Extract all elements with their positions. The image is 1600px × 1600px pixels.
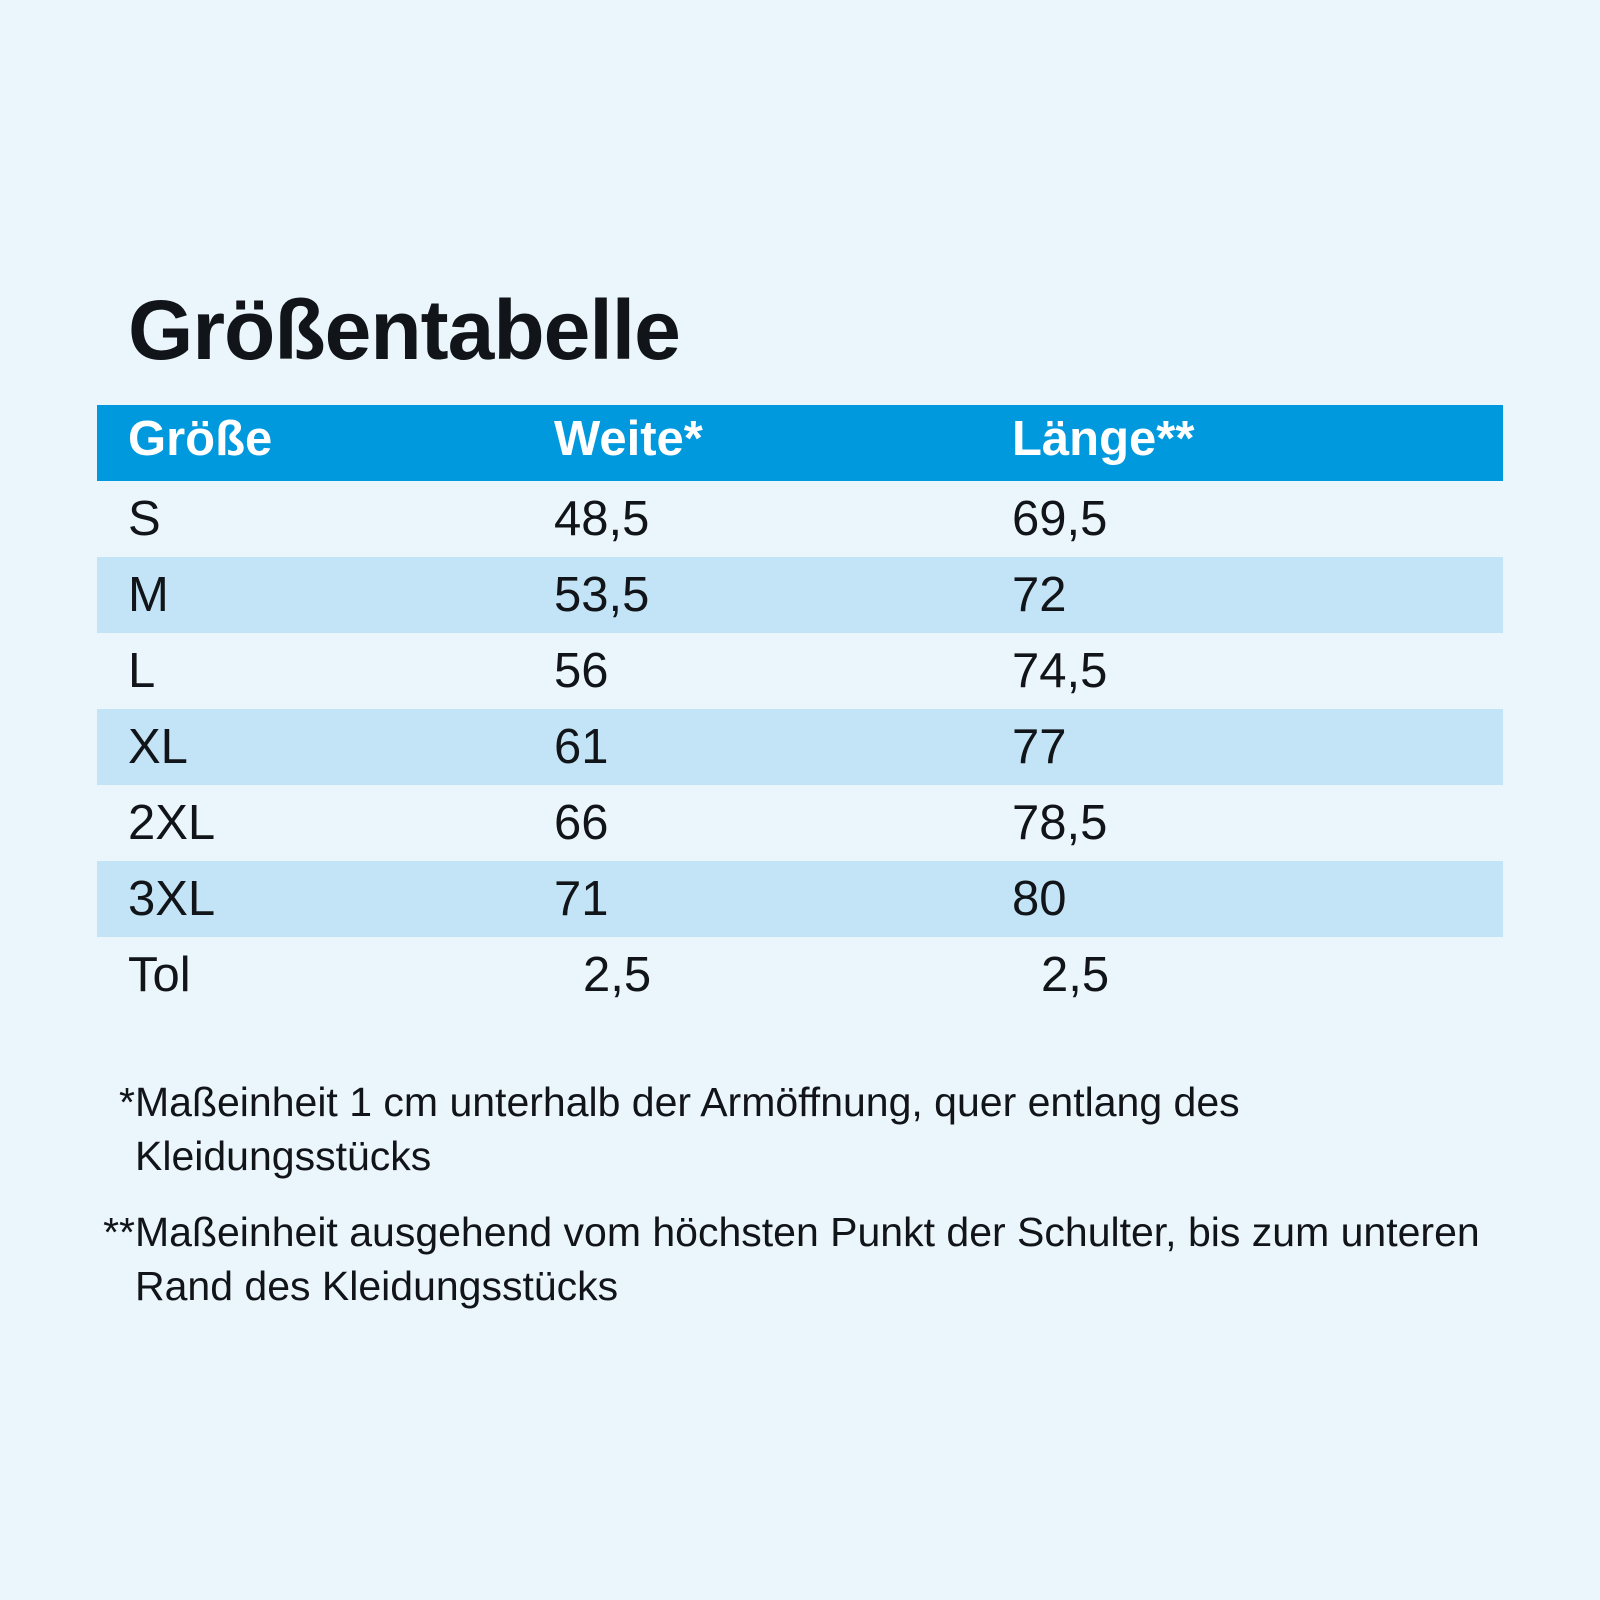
header-length: Länge** bbox=[1012, 412, 1195, 466]
footnote-mark: * bbox=[119, 1079, 135, 1125]
size-cell: XL bbox=[128, 720, 188, 774]
footnote-length bbox=[97, 1205, 1517, 1313]
footnote-mark: ** bbox=[103, 1209, 135, 1255]
length-cell: 74,5 bbox=[1012, 644, 1108, 698]
tolerance-row bbox=[97, 937, 1503, 1013]
size-cell: M bbox=[128, 568, 169, 622]
footnotes bbox=[97, 1075, 1517, 1335]
length-cell: 77 bbox=[1012, 720, 1067, 774]
table-row bbox=[97, 861, 1503, 937]
size-cell: 3XL bbox=[128, 872, 216, 926]
length-cell: 2,5 bbox=[1041, 948, 1110, 1002]
table-row bbox=[97, 557, 1503, 633]
table-row bbox=[97, 709, 1503, 785]
header-size: Größe bbox=[128, 412, 273, 466]
table-row bbox=[97, 785, 1503, 861]
page-title: Größentabelle bbox=[128, 283, 680, 377]
width-cell: 71 bbox=[554, 872, 609, 926]
width-cell: 53,5 bbox=[554, 568, 650, 622]
footnote-text: Maßeinheit ausgehend vom höchsten Punkt der Schulter, bis zum unteren Rand des Kleidungsstücks bbox=[135, 1209, 1480, 1309]
size-cell: Tol bbox=[128, 948, 191, 1002]
size-table bbox=[97, 405, 1503, 1013]
length-cell: 80 bbox=[1012, 872, 1067, 926]
size-cell: 2XL bbox=[128, 796, 216, 850]
table-row bbox=[97, 481, 1503, 557]
width-cell: 2,5 bbox=[583, 948, 652, 1002]
width-cell: 66 bbox=[554, 796, 609, 850]
length-cell: 72 bbox=[1012, 568, 1067, 622]
footnote-width bbox=[97, 1075, 1517, 1183]
width-cell: 56 bbox=[554, 644, 609, 698]
table-header-row bbox=[97, 405, 1503, 481]
width-cell: 61 bbox=[554, 720, 609, 774]
footnote-text: Maßeinheit 1 cm unterhalb der Armöffnung, quer entlang des Kleidungsstücks bbox=[135, 1079, 1240, 1179]
length-cell: 78,5 bbox=[1012, 796, 1108, 850]
length-cell: 69,5 bbox=[1012, 492, 1108, 546]
header-width: Weite* bbox=[554, 412, 703, 466]
size-cell: L bbox=[128, 644, 156, 698]
table-row bbox=[97, 633, 1503, 709]
width-cell: 48,5 bbox=[554, 492, 650, 546]
size-cell: S bbox=[128, 492, 161, 546]
